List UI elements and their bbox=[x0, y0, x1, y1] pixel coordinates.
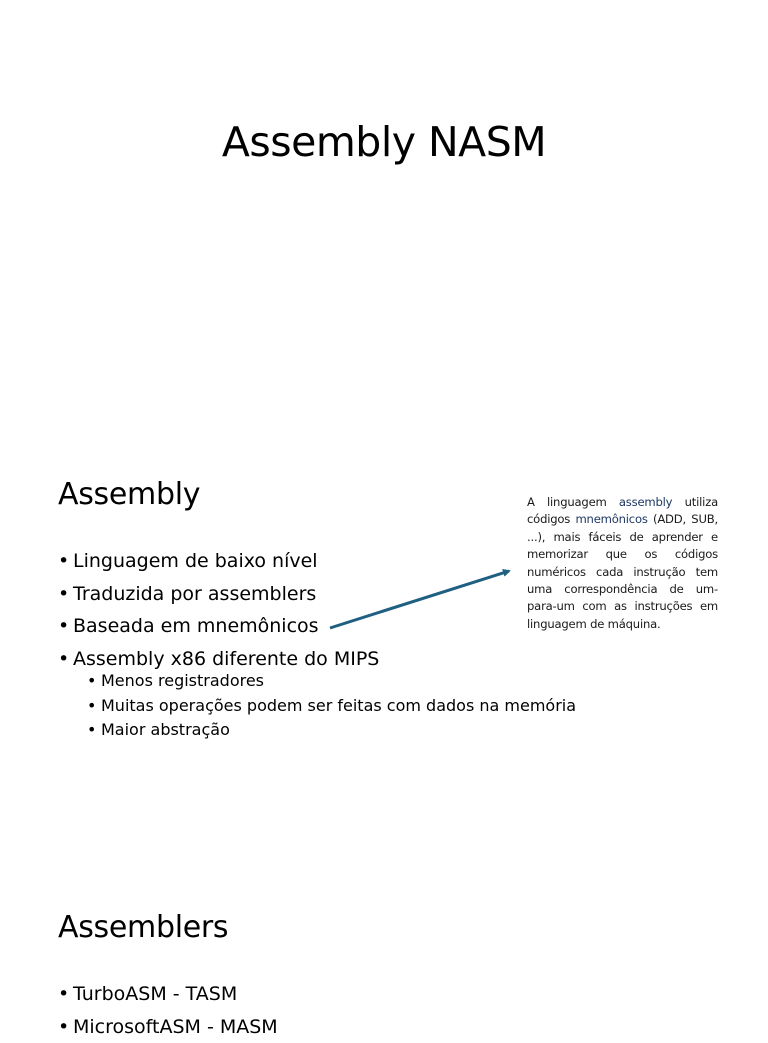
bullet-item: • TurboASM - TASM bbox=[58, 978, 278, 1011]
bullet-item: • Linguagem de baixo nível bbox=[58, 545, 576, 578]
sub-bullet-list bbox=[58, 669, 576, 743]
section-heading-assemblers: Assemblers bbox=[58, 910, 228, 945]
annotation-note bbox=[527, 494, 718, 633]
sub-bullet-item: • Menos registradores bbox=[87, 669, 576, 694]
slide-title: Assembly NASM bbox=[0, 118, 768, 166]
assembly-bullet-list bbox=[58, 545, 576, 743]
note-text: A linguagem bbox=[527, 495, 619, 509]
assemblers-bullet-list bbox=[58, 978, 278, 1043]
bullet-item: • MicrosoftASM - MASM bbox=[58, 1011, 278, 1043]
sub-bullet-item: • Muitas operações podem ser feitas com dados na memória bbox=[87, 694, 576, 719]
note-highlight: mnemônicos bbox=[575, 512, 647, 526]
bullet-item: • Traduzida por assemblers bbox=[58, 578, 576, 611]
note-text: utiliza códigos bbox=[527, 495, 718, 526]
note-highlight: assembly bbox=[619, 495, 672, 509]
note-text: (ADD, SUB, ...), mais fáceis de aprender e memorizar que os códigos numéricos cada instrução tem uma correspondência de um-para-um com as instruções em linguagem de máquina. bbox=[527, 512, 718, 630]
bullet-item bbox=[58, 643, 576, 743]
section-heading-assembly: Assembly bbox=[58, 477, 200, 512]
bullet-item: • Baseada em mnemônicos bbox=[58, 610, 576, 643]
sub-bullet-item: • Maior abstração bbox=[87, 718, 576, 743]
bullet-text: Assembly x86 diferente do MIPS bbox=[73, 648, 379, 670]
